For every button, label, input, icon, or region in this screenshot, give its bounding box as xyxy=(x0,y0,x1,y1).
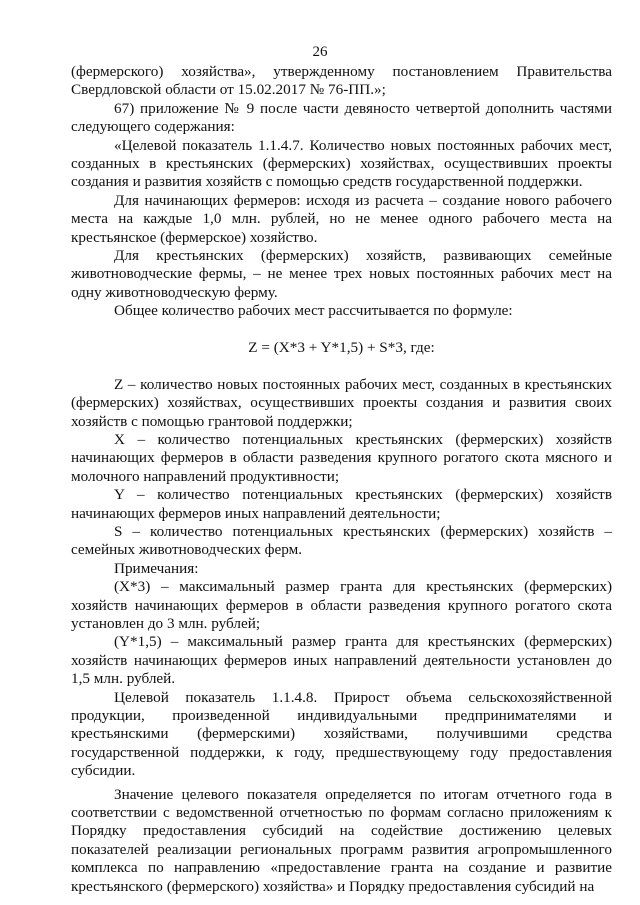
formula: Z = (X*3 + Y*1,5) + S*3, где: xyxy=(248,338,435,356)
paragraph: Для крестьянских (фермерских) хозяйств, развивающих семейные животноводческие фермы, – не менее трех новых постоянных рабочих мест на одну животноводческую ферму. xyxy=(71,247,612,301)
paragraph: (Y*1,5) – максимальный размер гранта для крестьянских (фермерских) хозяйств начинающих фермеров иных направлений деятельности установлен до 1,5 млн. рублей. xyxy=(71,633,612,688)
notes-heading: Примечания: xyxy=(114,559,199,577)
paragraph: Y – количество потенциальных крестьянских (фермерских) хозяйств начинающих фермеров иных направлений деятельности; xyxy=(71,486,612,522)
paragraph: X – количество потенциальных крестьянских (фермерских) хозяйств начинающих фермеров в области разведения крупного рогатого скота мясного и молочного направлений продуктивности; xyxy=(71,430,612,485)
paragraph: Целевой показатель 1.1.4.8. Прирост объема сельскохозяйственной продукции, произведенной индивидуальными предпринимателями и крестьянскими (фермерскими) хозяйствами, получившими средства государственной поддержки, к году, предшествующему году предоставления субсидии. xyxy=(71,688,612,780)
paragraph: Значение целевого показателя определяется по итогам отчетного года в соответствии с ведомственной отчетностью по формам согласно приложениям к Порядку предоставления субсидий на содействие достижению целевых показателей реализации региональных программ развития агропромышленного комплекса по направлению «предоставление гранта на создание и развитие крестьянского (фермерского) хозяйства» и Порядку предоставления субсидий на xyxy=(71,785,612,895)
page-number: 26 xyxy=(312,44,328,60)
paragraph: Z – количество новых постоянных рабочих мест, созданных в крестьянских (фермерских) хозяйствах, осуществивших проекты создания и развития своих хозяйств с помощью грантовой поддержки; xyxy=(71,375,612,430)
paragraph: S – количество потенциальных крестьянских (фермерских) хозяйств – семейных животноводческих ферм. xyxy=(71,522,612,559)
document-body xyxy=(71,63,612,896)
paragraph: (фермерского) хозяйства», утвержденному постановлением Правительства Свердловской области от 15.02.2017 № 76-ПП.»; xyxy=(71,63,612,99)
paragraph: Для начинающих фермеров: исходя из расчета – создание нового рабочего места на каждые 1,0 млн. рублей, но не менее одного рабочего места на крестьянское (фермерское) хозяйство. xyxy=(71,191,612,246)
paragraph: 67) приложение № 9 после части девяносто четвертой дополнить частями следующего содержания: xyxy=(71,99,612,136)
paragraph: (X*3) – максимальный размер гранта для крестьянских (фермерских) хозяйств начинающих фермеров в области разведения крупного рогатого скота установлен до 3 млн. рублей; xyxy=(71,578,612,632)
paragraph: Общее количество рабочих мест рассчитывается по формуле: xyxy=(114,302,513,320)
paragraph: «Целевой показатель 1.1.4.7. Количество новых постоянных рабочих мест, созданных в крестьянских (фермерских) хозяйствах, осуществивших проекты создания и развития хозяйств с помощью средств государственной поддержки. xyxy=(71,136,612,191)
